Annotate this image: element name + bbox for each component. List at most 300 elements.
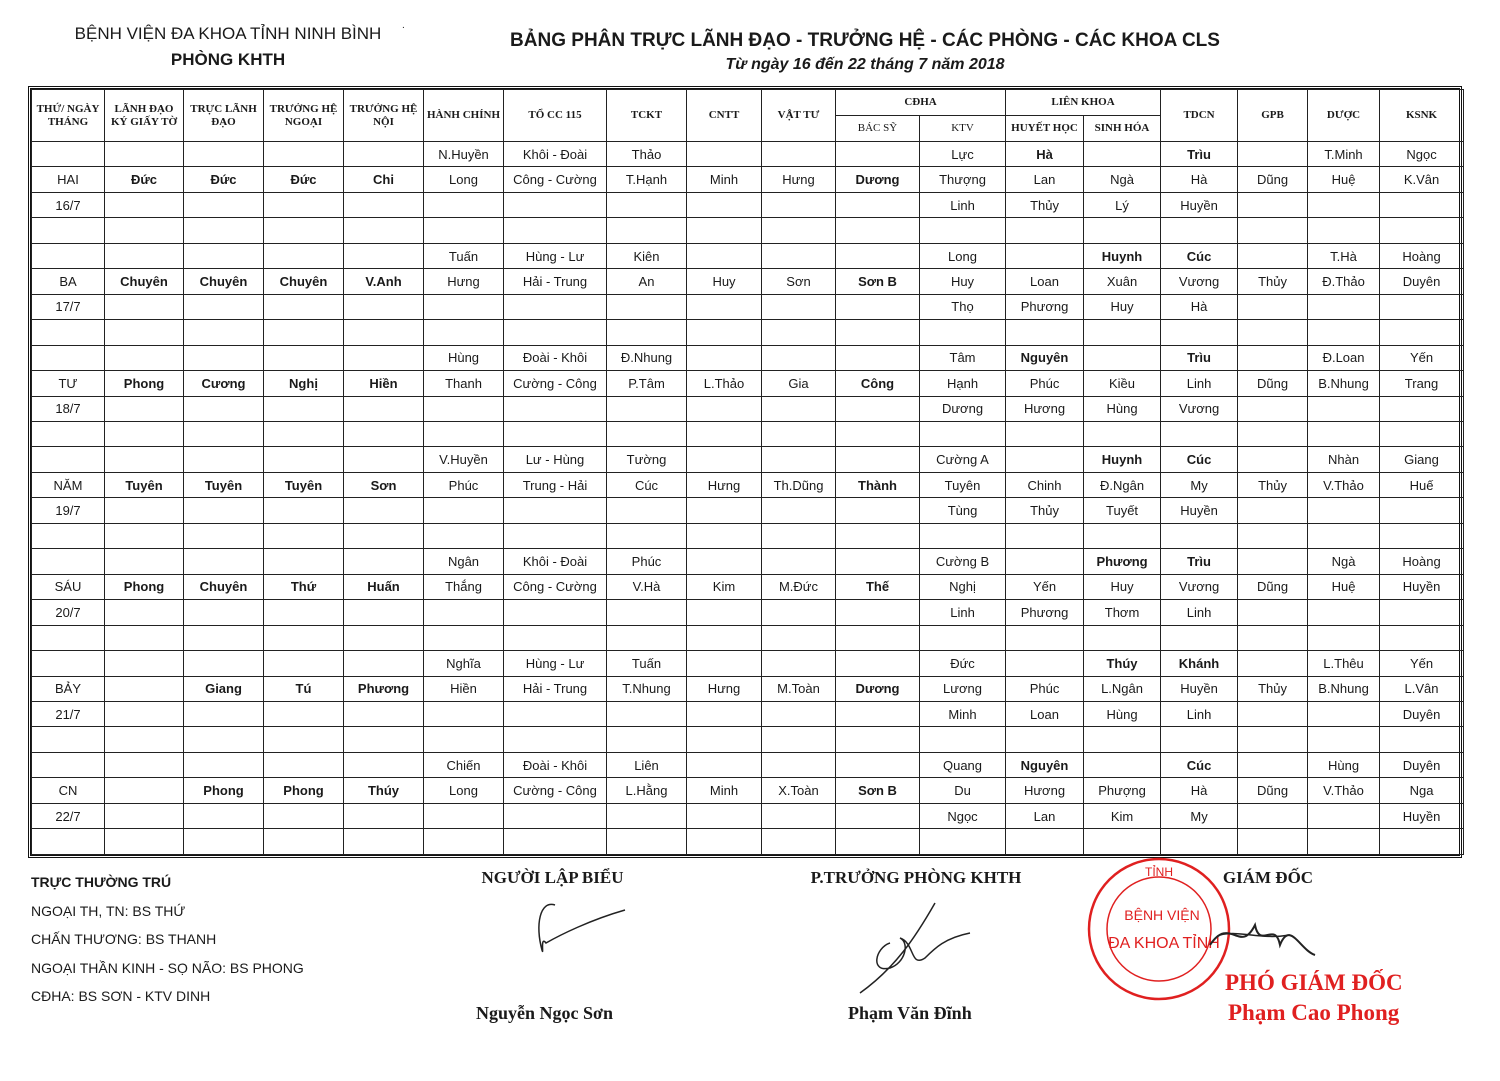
sinh-hoa-cell — [1084, 727, 1161, 752]
truong-he-ngoai-cell — [264, 294, 344, 319]
seal-line-1: BỆNH VIỆN — [1124, 907, 1200, 923]
schedule-table — [31, 89, 1464, 855]
cntt-cell: Huy — [687, 269, 762, 294]
sinh-hoa-cell: Kiều — [1084, 371, 1161, 396]
day-cell: 21/7 — [32, 701, 105, 726]
hanh-chinh-cell: Ngân — [424, 549, 504, 574]
lanh-dao-cell — [105, 421, 184, 446]
sinh-hoa-cell: Phượng — [1084, 778, 1161, 803]
lanh-dao-cell — [105, 651, 184, 676]
col-huyet-hoc: HUYẾT HỌC — [1006, 116, 1084, 142]
cntt-cell — [687, 752, 762, 777]
day-cell — [32, 727, 105, 752]
bac-sy-cell — [836, 447, 920, 472]
truc-lanh-dao-cell — [184, 345, 264, 370]
cntt-cell — [687, 600, 762, 625]
tckt-cell — [607, 523, 687, 548]
schedule-row — [32, 167, 1464, 192]
truong-he-ngoai-cell — [264, 396, 344, 421]
vice-director-signature — [1200, 905, 1320, 975]
day-cell: 19/7 — [32, 498, 105, 523]
truong-he-noi-cell — [344, 192, 424, 217]
lanh-dao-cell — [105, 294, 184, 319]
duoc-cell: Hùng — [1308, 752, 1380, 777]
to-cc-cell: Hùng - Lư — [504, 243, 607, 268]
tdcn-cell: Hà — [1161, 294, 1238, 319]
gpb-cell: Dũng — [1238, 167, 1308, 192]
tckt-cell: Phúc — [607, 549, 687, 574]
tckt-cell: L.Hằng — [607, 778, 687, 803]
duoc-cell — [1308, 523, 1380, 548]
sinh-hoa-cell — [1084, 142, 1161, 167]
tckt-cell: Đ.Nhung — [607, 345, 687, 370]
duoc-cell — [1308, 320, 1380, 345]
ksnk-cell — [1380, 498, 1464, 523]
sinh-hoa-cell: L.Ngân — [1084, 676, 1161, 701]
gpb-cell — [1238, 651, 1308, 676]
resident-duty-heading: TRỰC THƯỜNG TRÚ — [31, 874, 172, 890]
truong-he-noi-cell — [344, 421, 424, 446]
to-cc-cell: Cường - Công — [504, 371, 607, 396]
truc-lanh-dao-cell — [184, 447, 264, 472]
gpb-cell: Thủy — [1238, 269, 1308, 294]
ksnk-cell — [1380, 218, 1464, 243]
lanh-dao-cell — [105, 498, 184, 523]
huyet-hoc-cell: Loan — [1006, 269, 1084, 294]
cntt-cell — [687, 294, 762, 319]
ktv-cell: Cường B — [920, 549, 1006, 574]
duoc-cell — [1308, 701, 1380, 726]
truc-lanh-dao-cell: Chuyên — [184, 269, 264, 294]
col-duoc: DƯỢC — [1308, 90, 1380, 142]
huyet-hoc-cell — [1006, 320, 1084, 345]
col-tdcn: TDCN — [1161, 90, 1238, 142]
bac-sy-cell — [836, 218, 920, 243]
col-tckt: TCKT — [607, 90, 687, 142]
day-cell: NĂM — [32, 472, 105, 497]
bac-sy-cell — [836, 142, 920, 167]
schedule-table-frame — [28, 86, 1462, 858]
hanh-chinh-cell — [424, 320, 504, 345]
seal-outer-text: TỈNH — [1145, 865, 1173, 879]
vat-tu-cell — [762, 142, 836, 167]
tckt-cell — [607, 803, 687, 828]
truong-he-ngoai-cell — [264, 803, 344, 828]
ksnk-cell: Huế — [1380, 472, 1464, 497]
ksnk-cell: L.Vân — [1380, 676, 1464, 701]
col-lanh-dao: LÃNH ĐẠO KÝ GIẤY TỜ — [105, 90, 184, 142]
gpb-cell — [1238, 345, 1308, 370]
tckt-cell — [607, 320, 687, 345]
schedule-row — [32, 192, 1464, 217]
truong-he-noi-cell: Phương — [344, 676, 424, 701]
cntt-cell: Minh — [687, 167, 762, 192]
to-cc-cell: Hải - Trung — [504, 269, 607, 294]
bac-sy-cell — [836, 421, 920, 446]
duoc-cell: Nhàn — [1308, 447, 1380, 472]
truc-lanh-dao-cell: Tuyên — [184, 472, 264, 497]
ktv-cell: Thọ — [920, 294, 1006, 319]
ksnk-cell: Duyên — [1380, 752, 1464, 777]
schedule-row — [32, 752, 1464, 777]
tckt-cell — [607, 701, 687, 726]
gpb-cell — [1238, 727, 1308, 752]
bac-sy-cell — [836, 396, 920, 421]
ktv-cell — [920, 625, 1006, 650]
sinh-hoa-cell: Huynh — [1084, 243, 1161, 268]
sinh-hoa-cell: Lý — [1084, 192, 1161, 217]
vat-tu-cell — [762, 243, 836, 268]
huyet-hoc-cell: Phúc — [1006, 371, 1084, 396]
truc-lanh-dao-cell — [184, 727, 264, 752]
truc-lanh-dao-cell — [184, 803, 264, 828]
ksnk-cell: Ngọc — [1380, 142, 1464, 167]
schedule-row — [32, 421, 1464, 446]
tdcn-cell: Trìu — [1161, 549, 1238, 574]
tckt-cell — [607, 600, 687, 625]
huyet-hoc-cell: Lan — [1006, 803, 1084, 828]
lanh-dao-cell — [105, 345, 184, 370]
cntt-cell — [687, 625, 762, 650]
day-cell: SÁU — [32, 574, 105, 599]
vat-tu-cell: Sơn — [762, 269, 836, 294]
schedule-row — [32, 269, 1464, 294]
truc-lanh-dao-cell — [184, 549, 264, 574]
to-cc-cell: Công - Cường — [504, 574, 607, 599]
cntt-cell — [687, 192, 762, 217]
truong-he-noi-cell — [344, 752, 424, 777]
tdcn-cell: Trìu — [1161, 142, 1238, 167]
truc-lanh-dao-cell — [184, 651, 264, 676]
bac-sy-cell: Thế — [836, 574, 920, 599]
truong-he-noi-cell — [344, 447, 424, 472]
huyet-hoc-cell: Hương — [1006, 396, 1084, 421]
truc-lanh-dao-cell — [184, 625, 264, 650]
truong-he-noi-cell — [344, 396, 424, 421]
to-cc-cell: Hải - Trung — [504, 676, 607, 701]
tckt-cell: Kiên — [607, 243, 687, 268]
col-gpb: GPB — [1238, 90, 1308, 142]
lanh-dao-cell — [105, 676, 184, 701]
ksnk-cell: Nga — [1380, 778, 1464, 803]
day-cell: HAI — [32, 167, 105, 192]
ktv-cell — [920, 421, 1006, 446]
day-cell — [32, 651, 105, 676]
ksnk-cell — [1380, 294, 1464, 319]
truc-lanh-dao-cell — [184, 829, 264, 855]
gpb-cell — [1238, 600, 1308, 625]
vat-tu-cell — [762, 727, 836, 752]
tdcn-cell — [1161, 523, 1238, 548]
to-cc-cell — [504, 294, 607, 319]
truong-he-ngoai-cell: Tuyên — [264, 472, 344, 497]
truong-he-noi-cell — [344, 218, 424, 243]
hanh-chinh-cell: Nghĩa — [424, 651, 504, 676]
cntt-cell — [687, 701, 762, 726]
tckt-cell — [607, 727, 687, 752]
huyet-hoc-cell — [1006, 651, 1084, 676]
tckt-cell: Liên — [607, 752, 687, 777]
cntt-cell — [687, 320, 762, 345]
huyet-hoc-cell — [1006, 523, 1084, 548]
hanh-chinh-cell — [424, 523, 504, 548]
ktv-cell: Dương — [920, 396, 1006, 421]
vat-tu-cell — [762, 752, 836, 777]
huyet-hoc-cell: Thủy — [1006, 498, 1084, 523]
bac-sy-cell — [836, 803, 920, 828]
sinh-hoa-cell — [1084, 320, 1161, 345]
tdcn-cell: Hà — [1161, 167, 1238, 192]
ksnk-cell: Trang — [1380, 371, 1464, 396]
schedule-row — [32, 447, 1464, 472]
to-cc-cell — [504, 192, 607, 217]
ktv-cell: Hạnh — [920, 371, 1006, 396]
tdcn-cell: My — [1161, 803, 1238, 828]
tdcn-cell: Vương — [1161, 269, 1238, 294]
sinh-hoa-cell: Thơm — [1084, 600, 1161, 625]
lanh-dao-cell: Tuyên — [105, 472, 184, 497]
tdcn-cell — [1161, 829, 1238, 855]
duoc-cell — [1308, 727, 1380, 752]
hanh-chinh-cell: Phúc — [424, 472, 504, 497]
cntt-cell — [687, 803, 762, 828]
schedule-row — [32, 320, 1464, 345]
gpb-cell — [1238, 447, 1308, 472]
preparer-name: Nguyễn Ngọc Sơn — [476, 1003, 613, 1023]
truong-he-noi-cell — [344, 727, 424, 752]
lanh-dao-cell — [105, 829, 184, 855]
deputy-head-signature — [855, 898, 975, 998]
hanh-chinh-cell — [424, 829, 504, 855]
truc-lanh-dao-cell — [184, 218, 264, 243]
sinh-hoa-cell: Huynh — [1084, 447, 1161, 472]
cntt-cell — [687, 498, 762, 523]
gpb-cell — [1238, 192, 1308, 217]
tckt-cell: Tuấn — [607, 651, 687, 676]
ksnk-cell — [1380, 421, 1464, 446]
sinh-hoa-cell: Hùng — [1084, 701, 1161, 726]
schedule-row — [32, 549, 1464, 574]
hanh-chinh-cell — [424, 803, 504, 828]
huyet-hoc-cell: Hà — [1006, 142, 1084, 167]
ktv-cell: Du — [920, 778, 1006, 803]
tdcn-cell: Linh — [1161, 371, 1238, 396]
col-truong-he-noi: TRƯỞNG HỆ NỘI — [344, 90, 424, 142]
truong-he-ngoai-cell — [264, 752, 344, 777]
gpb-cell — [1238, 549, 1308, 574]
bac-sy-cell: Dương — [836, 167, 920, 192]
truong-he-noi-cell: V.Anh — [344, 269, 424, 294]
duoc-cell: V.Thảo — [1308, 778, 1380, 803]
ksnk-cell: Huyền — [1380, 803, 1464, 828]
gpb-cell — [1238, 142, 1308, 167]
to-cc-cell — [504, 701, 607, 726]
truc-lanh-dao-cell — [184, 243, 264, 268]
vat-tu-cell — [762, 829, 836, 855]
lanh-dao-cell — [105, 192, 184, 217]
hanh-chinh-cell: Hưng — [424, 269, 504, 294]
ktv-cell — [920, 320, 1006, 345]
col-lien-khoa: LIÊN KHOA — [1006, 90, 1161, 116]
ksnk-cell — [1380, 523, 1464, 548]
sinh-hoa-cell — [1084, 752, 1161, 777]
ktv-cell: Huy — [920, 269, 1006, 294]
schedule-row — [32, 498, 1464, 523]
truong-he-noi-cell — [344, 243, 424, 268]
duoc-cell: L.Thêu — [1308, 651, 1380, 676]
gpb-cell — [1238, 218, 1308, 243]
truong-he-ngoai-cell — [264, 218, 344, 243]
schedule-row — [32, 676, 1464, 701]
schedule-row — [32, 651, 1464, 676]
cntt-cell — [687, 345, 762, 370]
duoc-cell — [1308, 829, 1380, 855]
tdcn-cell: Vương — [1161, 574, 1238, 599]
vat-tu-cell — [762, 294, 836, 319]
bac-sy-cell — [836, 727, 920, 752]
tdcn-cell: Khánh — [1161, 651, 1238, 676]
cntt-cell — [687, 396, 762, 421]
ktv-cell — [920, 727, 1006, 752]
gpb-cell: Thủy — [1238, 676, 1308, 701]
sinh-hoa-cell: Phương — [1084, 549, 1161, 574]
duoc-cell: B.Nhung — [1308, 676, 1380, 701]
truc-lanh-dao-cell — [184, 701, 264, 726]
vat-tu-cell — [762, 701, 836, 726]
day-cell — [32, 549, 105, 574]
truong-he-ngoai-cell: Tú — [264, 676, 344, 701]
sinh-hoa-cell — [1084, 829, 1161, 855]
ktv-cell — [920, 523, 1006, 548]
ktv-cell: Quang — [920, 752, 1006, 777]
vat-tu-cell: Gia — [762, 371, 836, 396]
day-cell: 22/7 — [32, 803, 105, 828]
to-cc-cell: Cường - Công — [504, 778, 607, 803]
sinh-hoa-cell: Tuyết — [1084, 498, 1161, 523]
ktv-cell: Ngọc — [920, 803, 1006, 828]
truc-lanh-dao-cell — [184, 523, 264, 548]
gpb-cell — [1238, 752, 1308, 777]
truong-he-noi-cell: Chi — [344, 167, 424, 192]
duoc-cell — [1308, 803, 1380, 828]
lanh-dao-cell — [105, 778, 184, 803]
huyet-hoc-cell — [1006, 727, 1084, 752]
to-cc-cell — [504, 320, 607, 345]
huyet-hoc-cell: Phương — [1006, 600, 1084, 625]
truc-lanh-dao-cell — [184, 294, 264, 319]
huyet-hoc-cell: Nguyên — [1006, 345, 1084, 370]
tckt-cell — [607, 421, 687, 446]
lanh-dao-cell — [105, 523, 184, 548]
day-cell: 18/7 — [32, 396, 105, 421]
tdcn-cell: Huyền — [1161, 498, 1238, 523]
cntt-cell — [687, 549, 762, 574]
lanh-dao-cell — [105, 549, 184, 574]
sinh-hoa-cell: Đ.Ngân — [1084, 472, 1161, 497]
sinh-hoa-cell: Ngà — [1084, 167, 1161, 192]
vat-tu-cell — [762, 498, 836, 523]
lanh-dao-cell: Chuyên — [105, 269, 184, 294]
document-header — [470, 30, 1260, 74]
hanh-chinh-cell — [424, 294, 504, 319]
col-cntt: CNTT — [687, 90, 762, 142]
cntt-cell — [687, 727, 762, 752]
vice-director-title: PHÓ GIÁM ĐỐC — [1225, 970, 1403, 995]
lanh-dao-cell: Phong — [105, 371, 184, 396]
ksnk-cell — [1380, 829, 1464, 855]
duoc-cell — [1308, 294, 1380, 319]
hanh-chinh-cell — [424, 218, 504, 243]
schedule-row — [32, 523, 1464, 548]
sinh-hoa-cell: Kim — [1084, 803, 1161, 828]
ksnk-cell — [1380, 320, 1464, 345]
schedule-row — [32, 803, 1464, 828]
truong-he-ngoai-cell — [264, 523, 344, 548]
director-label: GIÁM ĐỐC — [1222, 868, 1314, 887]
schedule-row — [32, 600, 1464, 625]
to-cc-cell — [504, 523, 607, 548]
vat-tu-cell — [762, 320, 836, 345]
ktv-cell: Linh — [920, 192, 1006, 217]
col-cdha: CĐHA — [836, 90, 1006, 116]
truong-he-ngoai-cell — [264, 600, 344, 625]
schedule-row — [32, 396, 1464, 421]
truong-he-ngoai-cell — [264, 498, 344, 523]
huyet-hoc-cell: Nguyên — [1006, 752, 1084, 777]
tdcn-cell: Huyền — [1161, 676, 1238, 701]
vat-tu-cell — [762, 192, 836, 217]
bac-sy-cell — [836, 625, 920, 650]
truong-he-ngoai-cell — [264, 727, 344, 752]
gpb-cell — [1238, 625, 1308, 650]
duoc-cell — [1308, 498, 1380, 523]
vat-tu-cell: Hưng — [762, 167, 836, 192]
resident-duty-line: CĐHA: BS SƠN - KTV DINH — [31, 988, 211, 1004]
day-cell — [32, 243, 105, 268]
ksnk-cell: Duyên — [1380, 269, 1464, 294]
truong-he-noi-cell — [344, 345, 424, 370]
bac-sy-cell — [836, 498, 920, 523]
truc-lanh-dao-cell: Chuyên — [184, 574, 264, 599]
day-cell: CN — [32, 778, 105, 803]
vat-tu-cell: X.Toàn — [762, 778, 836, 803]
huyet-hoc-cell: Lan — [1006, 167, 1084, 192]
tckt-cell: Thảo — [607, 142, 687, 167]
truong-he-ngoai-cell — [264, 625, 344, 650]
duoc-cell: Huệ — [1308, 574, 1380, 599]
day-cell — [32, 218, 105, 243]
truong-he-noi-cell — [344, 294, 424, 319]
schedule-row — [32, 294, 1464, 319]
to-cc-cell — [504, 600, 607, 625]
truong-he-noi-cell — [344, 320, 424, 345]
vat-tu-cell — [762, 345, 836, 370]
lanh-dao-cell: Phong — [105, 574, 184, 599]
day-cell — [32, 752, 105, 777]
duoc-cell: T.Minh — [1308, 142, 1380, 167]
bac-sy-cell: Dương — [836, 676, 920, 701]
gpb-cell: Dũng — [1238, 371, 1308, 396]
vice-director-name: Phạm Cao Phong — [1228, 1000, 1400, 1025]
truong-he-noi-cell — [344, 498, 424, 523]
gpb-cell — [1238, 701, 1308, 726]
ktv-cell — [920, 829, 1006, 855]
gpb-cell — [1238, 803, 1308, 828]
truong-he-noi-cell — [344, 600, 424, 625]
vat-tu-cell — [762, 600, 836, 625]
truong-he-ngoai-cell: Nghị — [264, 371, 344, 396]
col-truong-he-ngoai: TRƯỞNG HỆ NGOẠI — [264, 90, 344, 142]
